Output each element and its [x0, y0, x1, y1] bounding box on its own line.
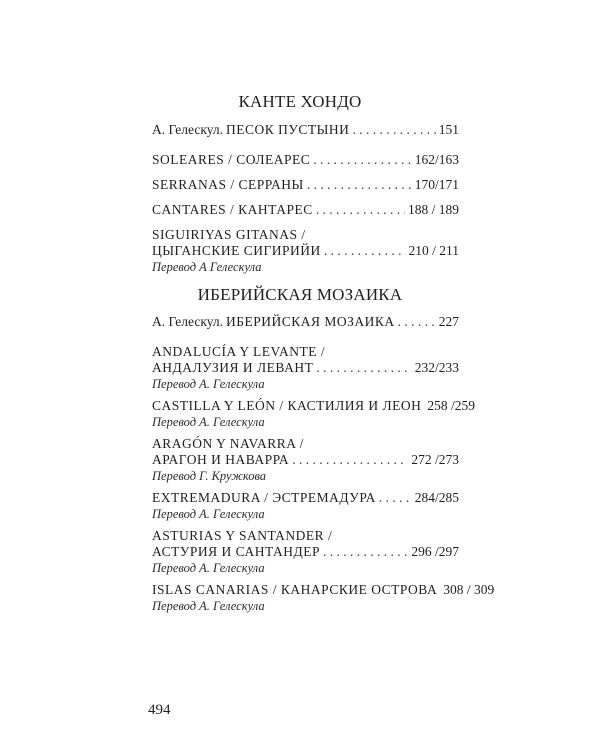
entry-title: CASTILLA Y LEÓN / КАСТИЛИЯ И ЛЕОН — [152, 398, 422, 413]
toc-line — [152, 490, 459, 506]
toc-line — [152, 398, 476, 414]
entry-translator: Перевод А. Гелескула — [152, 507, 265, 521]
toc-section-iberian-mosaic — [152, 314, 495, 614]
toc-entry — [152, 528, 459, 576]
dot-leader — [323, 544, 408, 560]
entry-title: АСТУРИЯ И САНТАНДЕР — [152, 544, 321, 559]
toc-entry — [152, 227, 459, 275]
toc-line — [152, 243, 459, 259]
entry-pages: 162/163 — [414, 152, 459, 167]
toc-entry — [152, 152, 459, 168]
entry-translator: Перевод Г. Кружкова — [152, 469, 267, 483]
entry-pages: 258 /259 — [427, 398, 476, 413]
entry-title: ПЕСОК ПУСТЫНИ — [225, 122, 350, 137]
toc-entry — [152, 398, 476, 430]
page-number: 494 — [148, 702, 171, 718]
toc-entry — [152, 490, 459, 522]
entry-translator: Перевод А. Гелескула — [152, 415, 265, 429]
toc-line — [152, 582, 495, 598]
entry-title: ИБЕРИЙСКАЯ МОЗАИКА — [225, 314, 395, 329]
toc-line — [152, 360, 459, 376]
entry-title: АРАГОН И НАВАРРА — [152, 452, 290, 467]
entry-title-line: ARAGÓN Y NAVARRA / — [152, 436, 304, 451]
entry-title-line: ANDALUCÍA Y LEVANTE / — [152, 344, 326, 359]
toc-entry — [152, 582, 495, 614]
section-title-iberian-mosaic: ИБЕРИЙСКАЯ МОЗАИКА — [197, 285, 403, 304]
entry-pages: 296 /297 — [411, 544, 459, 559]
dot-leader — [316, 360, 411, 376]
toc-line — [152, 177, 459, 193]
entry-title: ЦЫГАНСКИЕ СИГИРИЙИ — [152, 243, 321, 258]
toc-line — [152, 452, 459, 468]
entry-translator: Перевод А Гелескула — [152, 260, 262, 274]
toc-entry — [152, 202, 459, 218]
entry-pages: 272 /273 — [411, 452, 459, 467]
toc-entry — [152, 177, 459, 193]
dot-leader — [307, 177, 412, 193]
toc-line — [152, 122, 459, 138]
dot-leader — [352, 122, 435, 138]
entry-translator: Перевод А. Гелескула — [152, 561, 265, 575]
dot-leader — [292, 452, 408, 468]
entry-pages: 232/233 — [414, 360, 459, 375]
toc-line — [152, 544, 459, 560]
entry-title: CANTARES / КАНТАРЕС — [152, 202, 313, 217]
entry-title: EXTREMADURA / ЭСТРЕМАДУРА — [152, 490, 376, 505]
entry-title-line: ASTURIAS Y SANTANDER / — [152, 528, 333, 543]
toc-entry — [152, 436, 459, 484]
entry-translator: Перевод А. Гелескула — [152, 377, 265, 391]
dot-leader — [398, 314, 436, 330]
entry-pages: 210 / 211 — [408, 243, 459, 258]
entry-title: SERRANAS / СЕРРАНЫ — [152, 177, 304, 192]
entry-pages: 151 — [438, 122, 459, 137]
entry-pages: 284/285 — [414, 490, 459, 505]
toc-line — [152, 314, 459, 330]
toc-line — [152, 152, 459, 168]
dot-leader — [316, 202, 405, 218]
entry-pages: 170/171 — [414, 177, 459, 192]
toc-section-kante-hondo — [152, 122, 459, 275]
dot-leader — [379, 490, 412, 506]
entry-title: SOLEARES / СОЛЕАРЕС — [152, 152, 311, 167]
entry-author: А. Гелескул. — [152, 314, 223, 329]
entry-title: ISLAS CANARIAS / КАНАРСКИЕ ОСТРОВА — [152, 582, 438, 597]
toc-intro-entry — [152, 122, 459, 138]
entry-pages: 227 — [438, 314, 459, 329]
toc-line — [152, 202, 459, 218]
entry-title-line: SIGUIRIYAS GITANAS / — [152, 227, 306, 242]
entry-pages: 308 / 309 — [443, 582, 495, 597]
section-title-kante-hondo: КАНТЕ ХОНДО — [238, 92, 362, 111]
toc-intro-entry — [152, 314, 459, 330]
dot-leader — [324, 243, 406, 259]
dot-leader — [313, 152, 411, 168]
entry-title: АНДАЛУЗИЯ И ЛЕВАНТ — [152, 360, 314, 375]
toc-entry — [152, 344, 459, 392]
entry-translator: Перевод А. Гелескула — [152, 599, 265, 613]
entry-author: А. Гелескул. — [152, 122, 223, 137]
entry-pages: 188 / 189 — [407, 202, 459, 217]
